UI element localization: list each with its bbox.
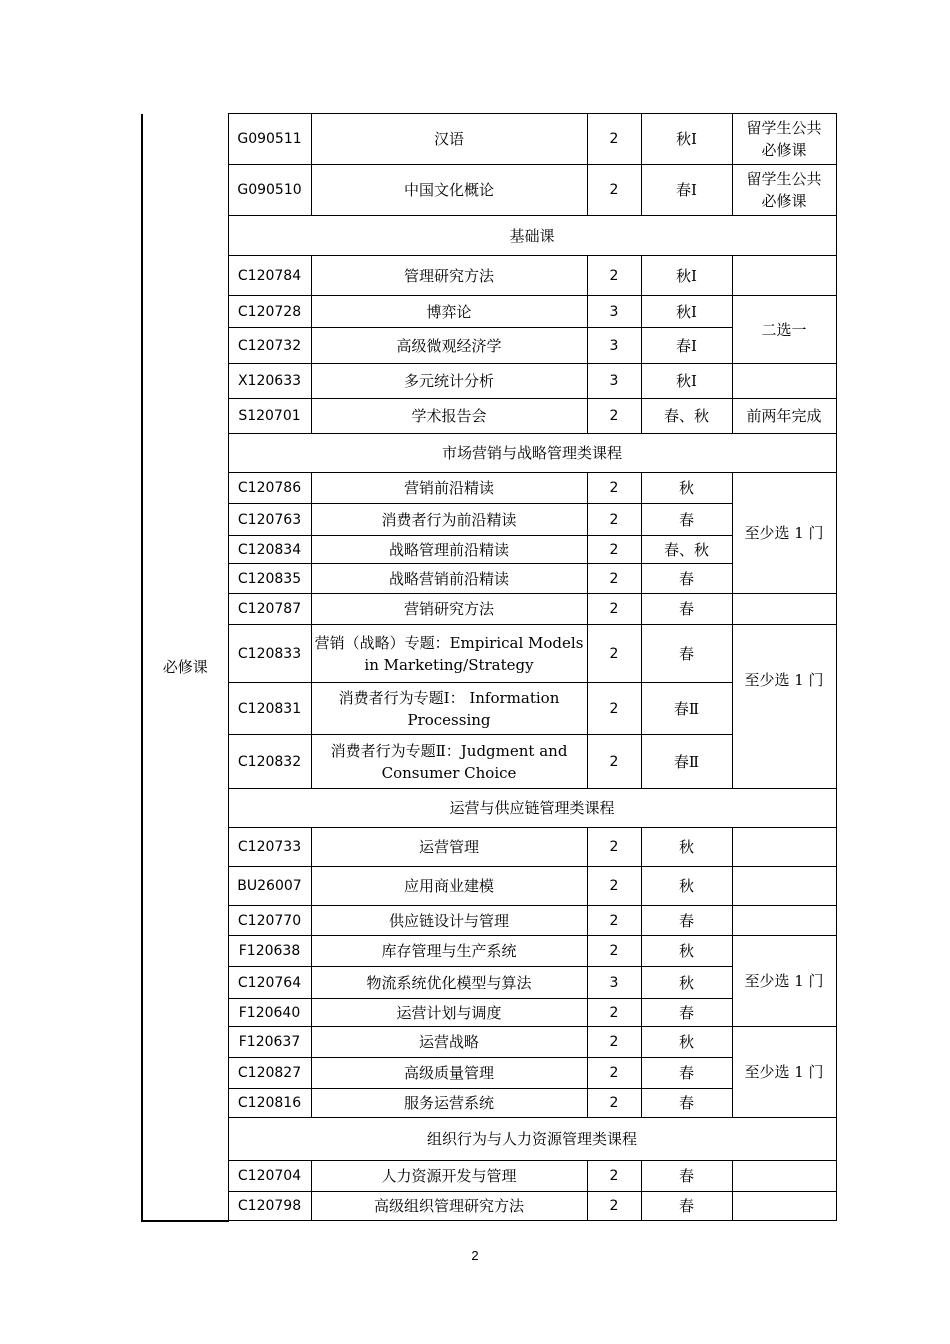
course-note — [732, 594, 836, 625]
table-row — [142, 564, 836, 594]
course-term: 春 — [641, 1058, 732, 1089]
table-row — [142, 906, 836, 936]
course-term: 秋 — [641, 936, 732, 967]
course-term: 春、秋 — [641, 536, 732, 564]
table-row — [142, 867, 836, 906]
course-name: 学术报告会 — [311, 399, 587, 434]
course-name: 多元统计分析 — [311, 364, 587, 399]
course-term: 春 — [641, 906, 732, 936]
course-term: 秋Ⅰ — [641, 364, 732, 399]
course-term: 秋Ⅰ — [641, 296, 732, 328]
course-note: 前两年完成 — [732, 399, 836, 434]
course-term: 春 — [641, 1192, 732, 1221]
course-term: 春 — [641, 594, 732, 625]
course-code: C120763 — [228, 504, 311, 536]
course-name: 服务运营系统 — [311, 1089, 587, 1118]
table-row — [142, 399, 836, 434]
course-term: 春、秋 — [641, 399, 732, 434]
course-code: C120816 — [228, 1089, 311, 1118]
table-row — [142, 936, 836, 967]
course-name: 供应链设计与管理 — [311, 906, 587, 936]
section-heading: 市场营销与战略管理类课程 — [228, 434, 836, 473]
course-term: 春Ⅱ — [641, 735, 732, 789]
course-credit: 2 — [587, 1089, 641, 1118]
table-row — [142, 828, 836, 867]
section-heading: 基础课 — [228, 216, 836, 256]
course-credit: 2 — [587, 165, 641, 216]
course-code: F120640 — [228, 999, 311, 1027]
course-note — [732, 906, 836, 936]
course-term: 春 — [641, 625, 732, 683]
section-heading: 组织行为与人力资源管理类课程 — [228, 1118, 836, 1161]
course-name: 营销前沿精读 — [311, 473, 587, 504]
course-note — [732, 1192, 836, 1221]
course-code: C120764 — [228, 967, 311, 999]
course-note: 留学生公共必修课 — [732, 165, 836, 216]
course-credit: 2 — [587, 828, 641, 867]
course-code: C120784 — [228, 256, 311, 296]
course-name: 消费者行为专题Ⅱ：Judgment and Consumer Choice — [311, 735, 587, 789]
category-cell: 必修课 — [142, 114, 228, 1221]
course-note — [732, 256, 836, 296]
course-name: 应用商业建模 — [311, 867, 587, 906]
course-credit: 2 — [587, 625, 641, 683]
course-code: C120827 — [228, 1058, 311, 1089]
table-row — [142, 296, 836, 328]
table-row — [142, 967, 836, 999]
course-code: C120835 — [228, 564, 311, 594]
course-credit: 2 — [587, 256, 641, 296]
course-code: C120732 — [228, 328, 311, 364]
course-credit: 2 — [587, 735, 641, 789]
course-term: 秋Ⅰ — [641, 256, 732, 296]
course-note: 至少选 1 门 — [732, 625, 836, 789]
course-term: 春Ⅰ — [641, 328, 732, 364]
course-credit: 2 — [587, 114, 641, 165]
course-table-container — [141, 113, 835, 1221]
course-code: C120787 — [228, 594, 311, 625]
course-credit: 2 — [587, 536, 641, 564]
course-name: 汉语 — [311, 114, 587, 165]
course-credit: 2 — [587, 1161, 641, 1192]
course-note: 二选一 — [732, 296, 836, 364]
table-row — [142, 114, 836, 165]
course-code: C120833 — [228, 625, 311, 683]
table-row — [142, 999, 836, 1027]
table-row — [142, 1027, 836, 1058]
course-credit: 3 — [587, 967, 641, 999]
course-credit: 2 — [587, 906, 641, 936]
section-row — [142, 789, 836, 828]
course-code: C120798 — [228, 1192, 311, 1221]
course-credit: 2 — [587, 1192, 641, 1221]
course-name: 战略管理前沿精读 — [311, 536, 587, 564]
section-row — [142, 1118, 836, 1161]
course-name: 消费者行为前沿精读 — [311, 504, 587, 536]
course-name: 营销（战略）专题：Empirical Models in Marketing/Strategy — [311, 625, 587, 683]
course-note: 至少选 1 门 — [732, 473, 836, 594]
course-code: C120832 — [228, 735, 311, 789]
table-row — [142, 1192, 836, 1221]
table-row — [142, 1161, 836, 1192]
course-note: 至少选 1 门 — [732, 936, 836, 1027]
table-row — [142, 165, 836, 216]
course-name: 战略营销前沿精读 — [311, 564, 587, 594]
course-credit: 2 — [587, 999, 641, 1027]
course-credit: 2 — [587, 594, 641, 625]
course-term: 秋 — [641, 967, 732, 999]
course-note — [732, 364, 836, 399]
course-note: 至少选 1 门 — [732, 1027, 836, 1118]
course-term: 秋 — [641, 1027, 732, 1058]
course-code: C120733 — [228, 828, 311, 867]
course-note: 留学生公共必修课 — [732, 114, 836, 165]
table-row — [142, 328, 836, 364]
course-credit: 2 — [587, 867, 641, 906]
course-code: F120637 — [228, 1027, 311, 1058]
course-credit: 3 — [587, 328, 641, 364]
course-credit: 2 — [587, 683, 641, 735]
course-term: 春 — [641, 999, 732, 1027]
course-name: 物流系统优化模型与算法 — [311, 967, 587, 999]
table-row — [142, 536, 836, 564]
course-term: 春 — [641, 504, 732, 536]
table-row — [142, 473, 836, 504]
course-code: C120770 — [228, 906, 311, 936]
course-code: C120728 — [228, 296, 311, 328]
course-code: S120701 — [228, 399, 311, 434]
course-code: C120831 — [228, 683, 311, 735]
page-number: 2 — [471, 1248, 479, 1263]
course-credit: 2 — [587, 564, 641, 594]
course-credit: 2 — [587, 1027, 641, 1058]
course-code: C120834 — [228, 536, 311, 564]
course-name: 高级组织管理研究方法 — [311, 1192, 587, 1221]
table-row — [142, 1058, 836, 1089]
course-term: 春Ⅱ — [641, 683, 732, 735]
course-name: 管理研究方法 — [311, 256, 587, 296]
course-name: 库存管理与生产系统 — [311, 936, 587, 967]
course-credit: 2 — [587, 936, 641, 967]
table-row — [142, 683, 836, 735]
course-term: 春 — [641, 564, 732, 594]
course-name: 运营战略 — [311, 1027, 587, 1058]
course-code: C120786 — [228, 473, 311, 504]
course-term: 春 — [641, 1089, 732, 1118]
table-row — [142, 256, 836, 296]
course-credit: 2 — [587, 399, 641, 434]
course-credit: 2 — [587, 473, 641, 504]
course-note — [732, 867, 836, 906]
table-row — [142, 364, 836, 399]
course-name: 高级微观经济学 — [311, 328, 587, 364]
course-name: 中国文化概论 — [311, 165, 587, 216]
course-code: G090511 — [228, 114, 311, 165]
course-term: 春 — [641, 1161, 732, 1192]
section-heading: 运营与供应链管理类课程 — [228, 789, 836, 828]
course-credit: 2 — [587, 1058, 641, 1089]
section-row — [142, 216, 836, 256]
course-note — [732, 828, 836, 867]
course-name: 人力资源开发与管理 — [311, 1161, 587, 1192]
course-code: G090510 — [228, 165, 311, 216]
course-code: F120638 — [228, 936, 311, 967]
course-term: 春Ⅰ — [641, 165, 732, 216]
course-credit: 3 — [587, 296, 641, 328]
course-name: 高级质量管理 — [311, 1058, 587, 1089]
course-term: 秋 — [641, 867, 732, 906]
table-row — [142, 625, 836, 683]
section-row — [142, 434, 836, 473]
course-code: BU26007 — [228, 867, 311, 906]
course-name: 运营计划与调度 — [311, 999, 587, 1027]
course-table — [141, 113, 837, 1222]
table-row — [142, 504, 836, 536]
course-name: 营销研究方法 — [311, 594, 587, 625]
course-code: X120633 — [228, 364, 311, 399]
course-code: C120704 — [228, 1161, 311, 1192]
course-credit: 3 — [587, 364, 641, 399]
course-name: 消费者行为专题Ⅰ： Information Processing — [311, 683, 587, 735]
course-term: 秋 — [641, 828, 732, 867]
table-row — [142, 594, 836, 625]
course-term: 秋Ⅰ — [641, 114, 732, 165]
table-row — [142, 1089, 836, 1118]
course-name: 博弈论 — [311, 296, 587, 328]
course-name: 运营管理 — [311, 828, 587, 867]
table-row — [142, 735, 836, 789]
course-term: 秋 — [641, 473, 732, 504]
course-credit: 2 — [587, 504, 641, 536]
course-note — [732, 1161, 836, 1192]
